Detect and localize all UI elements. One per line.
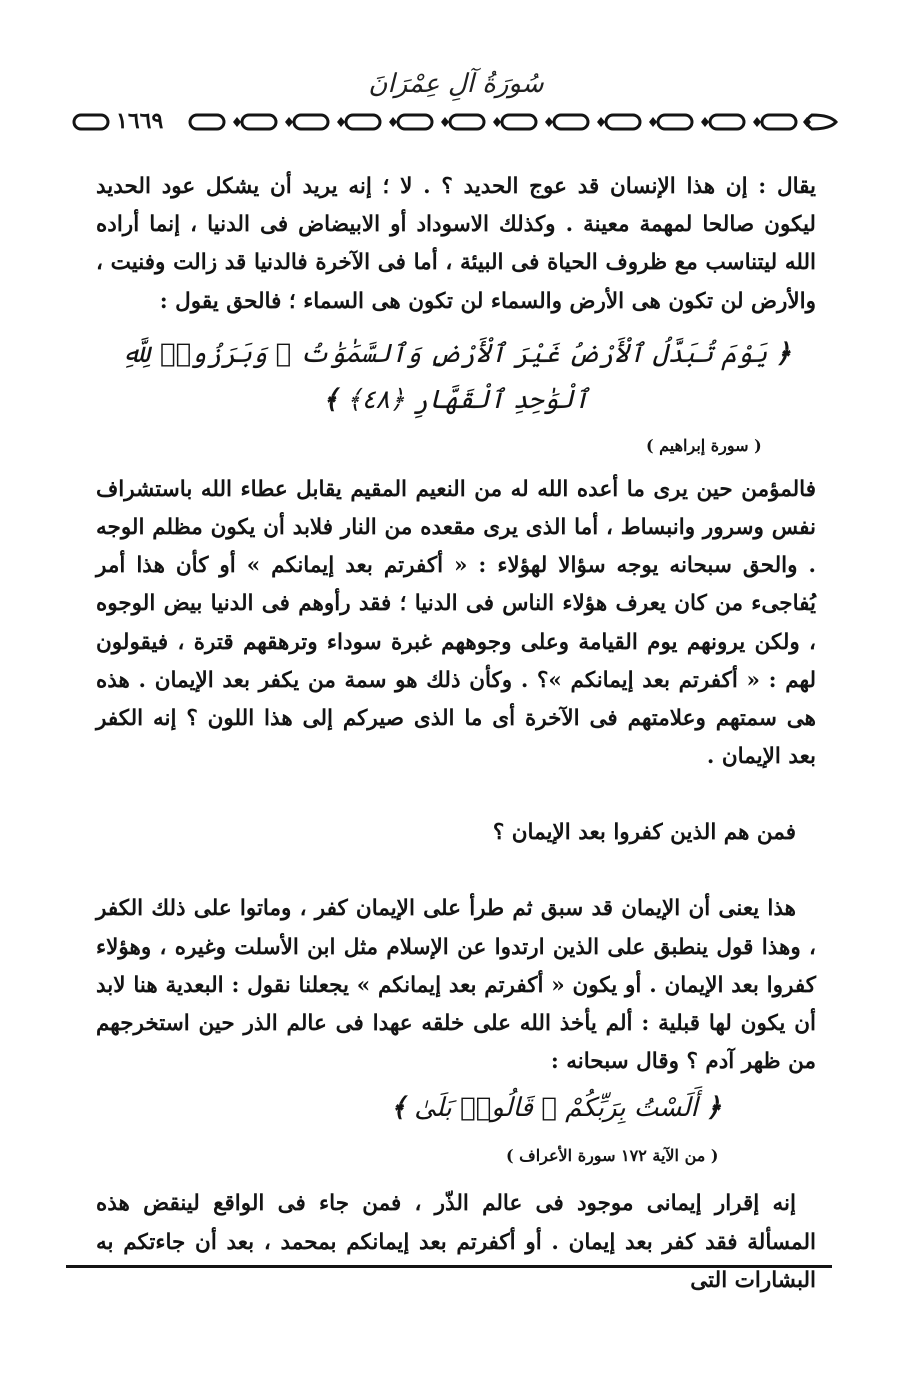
paragraph-3: هذا يعنى أن الإيمان قد سبق ثم طرأ على الإيمان كفر ، وماتوا على ذلك الكفر ، وهذا قول ينطبق على الذين ارتدوا عن الإسلام مثل ابن الأسلت وغيره ، وهؤلاء كفروا بعد الإيمان . أو يكون « أكفرتم بعد إيمانكم » يجعلنا نقول : البعدية هنا لابد أن يكون لها قبلية : ألم يأخذ الله على خلقه عهدا فى عالم الذر حين استخرجهم من ظهر آدم ؟ وقال سبحانه : xyxy=(96,896,816,1075)
header-ornament-band xyxy=(70,109,842,135)
quran-verse-ibrahim xyxy=(96,331,816,423)
verse-reference: ( من الآية ١٧٢ سورة الأعراف ) xyxy=(506,1146,719,1166)
ornament-chain-icon xyxy=(70,109,842,135)
surah-title: سُورَةُ آلِ عِمْرَانَ xyxy=(368,69,544,99)
verse-close-bracket: ﴾ xyxy=(322,384,339,415)
verse-text: يَوْمَ تُبَدَّلُ ٱلْأَرْضُ غَيْرَ ٱلْأَرْضِ وَٱلسَّمَٰوَٰتُ ۖ وَبَرَزُوا۟ لِلَّهِ ٱلْوَٰحِدِ ٱلْقَهَّارِ ﴿٤٨﴾ xyxy=(121,338,768,415)
quran-verse-araf xyxy=(96,1085,816,1131)
paragraph-4: إنه إقرار إيمانى موجود فى عالم الذّر ، فمن جاء فى الواقع لينقض هذه المسألة فقد كفر بعد إيمان . أو أكفرتم بعد إيمانكم بمحمد ، بعد أن جاءتكم به البشارات التى xyxy=(96,1191,816,1293)
verse-close-bracket: ﴾ xyxy=(390,1093,407,1124)
verse-open-bracket: ﴿ xyxy=(705,1093,722,1124)
verse-text: أَلَسْتُ بِرَبِّكُمْ ۖ قَالُوا۟ بَلَىٰ xyxy=(414,1093,698,1124)
verse-open-bracket: ﴿ xyxy=(775,338,791,369)
footer-divider xyxy=(66,1265,832,1268)
page-number: ١٦٦٩ xyxy=(110,107,169,135)
page-body xyxy=(96,168,816,1300)
section-question: فمن هم الذين كفروا بعد الإيمان ؟ xyxy=(492,820,796,846)
paragraph-1: يقال : إن هذا الإنسان قد عوج الحديد ؟ . لا ؛ إنه يريد أن يشكل عود الحديد ليكون صالحا لمهمة معينة . وكذلك الاسوداد أو الابيضاض فى الدنيا ، إنما أراده الله ليتناسب مع ظروف الحياة فى البيئة ، أما فى الآخرة فالدنيا قد زالت وفنيت ، والأرض لن تكون هى الأرض والسماء لن تكون هى السماء ؛ فالحق يقول : xyxy=(96,174,816,314)
verse-reference: ( سورة إبراهيم ) xyxy=(646,435,762,455)
page-header xyxy=(70,66,842,138)
paragraph-2: فالمؤمن حين يرى ما أعده الله له من النعيم المقيم يقابل عطاء الله باستشراف نفس وسرور وانبساط ، أما الذى يرى مقعده من النار فلابد أن يكون مظلم الوجه . والحق سبحانه يوجه سؤالا لهؤلاء : « أكفرتم بعد إيمانكم » أو كأن هذا أمر يُفاجىء من كان يعرف هؤلاء الناس فى الدنيا ؛ فقد رأوهم فى الدنيا بيض الوجوه ، ولكن يرونهم يوم القيامة وعلى وجوههم غبرة سوداء وترهقهم قترة ، فيقولون لهم : « أكفرتم بعد إيمانكم »؟ . وكأن ذلك هو سمة من يكفر بعد الإيمان . هذه هى سمتهم وعلامتهم فى الآخرة أى ما الذى صيركم إلى هذا اللون ؟ إنه الكفر بعد الإيمان . xyxy=(96,476,816,770)
